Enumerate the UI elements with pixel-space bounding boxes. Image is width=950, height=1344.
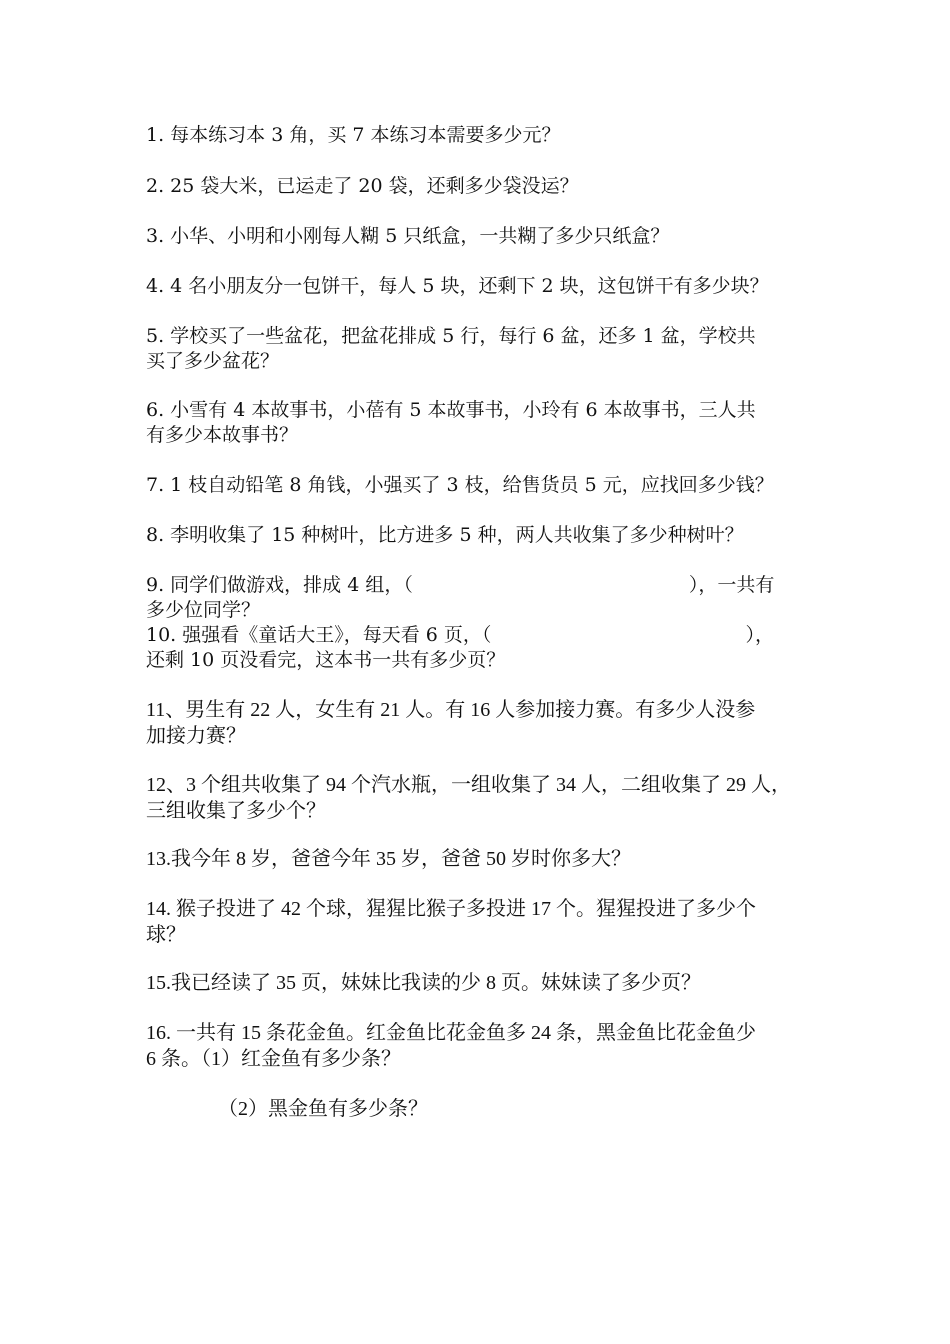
question-2: 2. 25 袋大米，已运走了 20 袋，还剩多少袋没运？ xyxy=(146,175,579,197)
question-1: 1. 每本练习本 3 角，买 7 本练习本需要多少元？ xyxy=(146,124,561,146)
question-15: 15.我已经读了 35 页，妹妹比我读的少 8 页。妹妹读了多少页？ xyxy=(146,972,701,994)
question-16: 16. 一共有 15 条花金鱼。红金鱼比花金鱼多 24 条，黑金鱼比花金鱼少 6 条。（1）红金鱼有多少条？ xyxy=(146,1022,756,1070)
question-4: 4. 4 名小朋友分一包饼干，每人 5 块，还剩下 2 块，这包饼干有多少块？ xyxy=(146,275,769,297)
question-6: 6. 小雪有 4 本故事书，小蓓有 5 本故事书，小玲有 6 本故事书，三人共 有多少本故事书？ xyxy=(146,399,756,446)
question-9-start: 9. 同学们做游戏，排成 4 组，（ xyxy=(146,574,413,596)
question-13: 13.我今年 8 岁，爸爸今年 35 岁，爸爸 50 岁时你多大？ xyxy=(146,848,631,870)
question-10-start: 10. 强强看《童话大王》，每天看 6 页，（ xyxy=(146,624,492,646)
question-10-end: ）， xyxy=(745,624,774,646)
question-9-end: ），一共有 xyxy=(688,574,775,596)
question-8: 8. 李明收集了 15 种树叶，比方进多 5 种，两人共收集了多少种树叶？ xyxy=(146,524,744,546)
question-11: 11、男生有 22 人，女生有 21 人。有 16 人参加接力赛。有多少人没参 加接力赛？ xyxy=(146,699,756,747)
question-12: 12、3 个组共收集了 94 个汽水瓶，一组收集了 34 人，二组收集了 29 人， 三组收集了多少个？ xyxy=(146,774,791,822)
question-3: 3. 小华、小明和小刚每人糊 5 只纸盒，一共糊了多少只纸盒？ xyxy=(146,225,670,247)
question-5: 5. 学校买了一些盆花，把盆花排成 5 行，每行 6 盆，还多 1 盆，学校共 买了多少盆花？ xyxy=(146,325,756,372)
question-9: 9. 同学们做游戏，排成 4 组，（ ），一共有 多少位同学？ xyxy=(146,574,775,621)
question-10: 10. 强强看《童话大王》，每天看 6 页，（ ）， 还剩 10 页没看完，这本书一共有多少页？ xyxy=(146,624,774,671)
question-7: 7. 1 枝自动铅笔 8 角钱，小强买了 3 枝，给售货员 5 元，应找回多少钱？ xyxy=(146,474,774,496)
question-14: 14. 猴子投进了 42 个球，猩猩比猴子多投进 17 个。猩猩投进了多少个 球？ xyxy=(146,898,756,946)
question-16-part-2: （2）黑金鱼有多少条？ xyxy=(218,1098,428,1120)
